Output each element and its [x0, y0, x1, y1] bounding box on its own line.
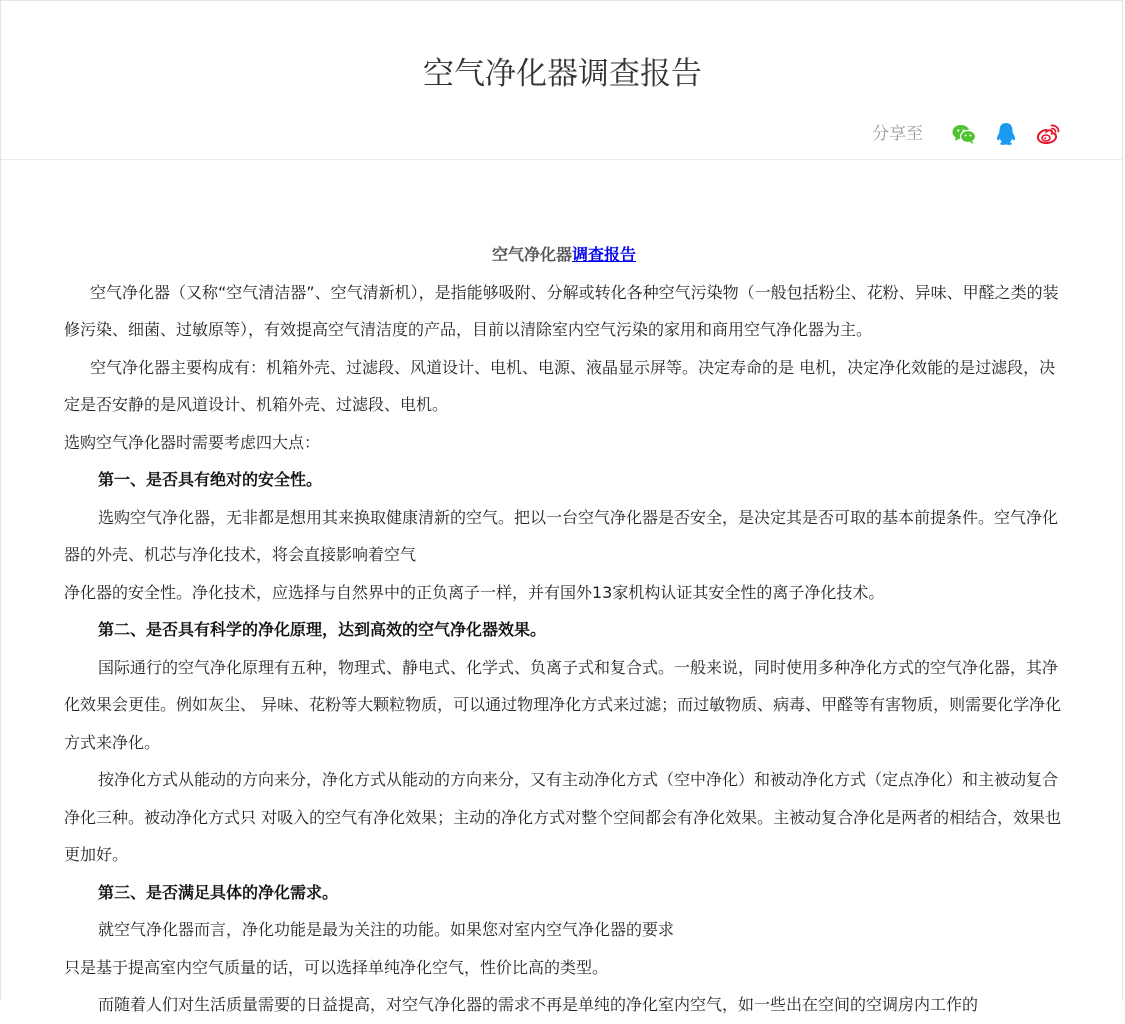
qq-icon[interactable] — [993, 121, 1019, 147]
paragraph-components: 空气净化器主要构成有：机箱外壳、过滤段、风道设计、电机、电源、液晶显示屏等。决定寿命的是 电机，决定净化效能的是过滤段，决定是否安静的是风道设计、机箱外壳、过滤段、电机。 — [64, 357, 1056, 414]
article-header — [0, 0, 1123, 160]
share-bar — [872, 121, 1061, 147]
paragraph-quality: 而随着人们对生活质量需要的日益提高，对空气净化器的需求不再是单纯的净化室内空气，如一些出在空间的空调房内工作的 — [98, 995, 979, 1014]
point-two-heading: 第二、是否具有科学的净化原理，达到高效的空气净化器效果。 — [98, 620, 547, 639]
paragraph-needs: 就空气净化器而言，净化功能是最为关注的功能。如果您对室内空气净化器的要求 — [98, 920, 675, 939]
paragraph-four-points: 选购空气净化器时需要考虑四大点： — [64, 432, 321, 452]
page-title: 空气净化器调查报告 — [423, 56, 702, 92]
wechat-icon[interactable] — [951, 121, 977, 147]
article-heading — [64, 236, 1064, 274]
paragraph-methods: 按净化方式从能动的方向来分，净化方式从能动的方向来分，又有主动净化方式（空中净化）和被动净化方式（定点净化）和主被动复合净化三种。被动净化方式只 对吸入的空气有净化效果；主动的净化方式对整个空间都会有净化效果。主被动复合净化是两者的相结合，效果也更加好。 — [64, 770, 1062, 864]
paragraph-safety-continued: 净化器的安全性。净化技术，应选择与自然界中的正负离子一样，并有国外13家机构认证其安全性的离子净化技术。 — [64, 582, 885, 602]
paragraph-safety: 选购空气净化器，无非都是想用其来换取健康清新的空气。把以一台空气净化器是否安全，是决定其是否可取的基本前提条件。空气净化器的外壳、机芯与净化技术，将会直接影响着空气 — [64, 507, 1059, 564]
paragraph-definition: 空气净化器（又称“空气清洁器”、空气清新机），是指能够吸附、分解或转化各种空气污染物（一般包括粉尘、花粉、异味、甲醛之类的装修污染、细菌、过敏原等），有效提高空气清洁度的产品，目前以清除室内空气污染的家用和商用空气净化器为主。 — [64, 282, 1059, 339]
paragraph-principles: 国际通行的空气净化原理有五种，物理式、静电式、化学式、负离子式和复合式。一般来说，同时使用多种净化方式的空气净化器，其净化效果会更佳。例如灰尘、 异味、花粉等大颗粒物质，可以通过物理净化方式来过滤；而过敏物质、病毒、甲醛等有害物质，则需要化学净化方式来净化。 — [64, 657, 1062, 752]
article-body — [64, 236, 1064, 1024]
share-label: 分享至 — [872, 124, 923, 144]
paragraph-needs-continued: 只是基于提高室内空气质量的话，可以选择单纯净化空气，性价比高的类型。 — [64, 957, 609, 977]
article-heading-link[interactable]: 调查报告 — [572, 245, 637, 264]
point-three-heading: 第三、是否满足具体的净化需求。 — [98, 882, 339, 902]
weibo-icon[interactable] — [1035, 121, 1061, 147]
article-heading-text: 空气净化器 — [491, 245, 572, 264]
point-one-heading: 第一、是否具有绝对的安全性。 — [98, 470, 323, 489]
